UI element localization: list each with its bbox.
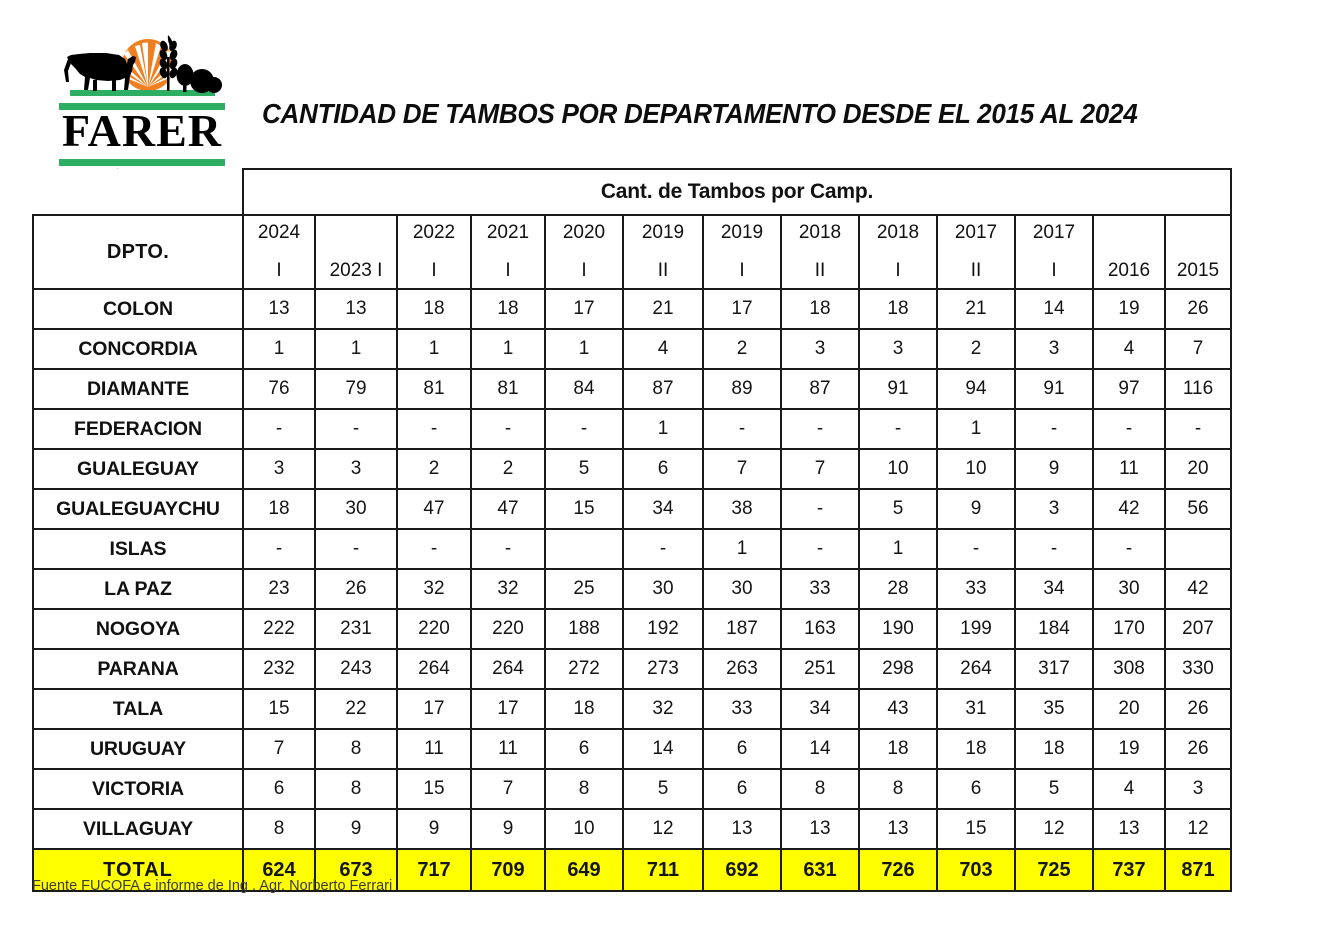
table-row (33, 609, 1231, 649)
cell: 17 (545, 289, 623, 329)
cell: 25 (545, 569, 623, 609)
cell: 13 (781, 809, 859, 849)
table-row (33, 689, 1231, 729)
cell: 8 (243, 809, 315, 849)
cell: 34 (1015, 569, 1093, 609)
cell: 18 (397, 289, 471, 329)
cell: 91 (1015, 369, 1093, 409)
cell: - (243, 409, 315, 449)
cell: 207 (1165, 609, 1231, 649)
cell: 19 (1093, 289, 1165, 329)
cell: 4 (1093, 769, 1165, 809)
cell: 15 (545, 489, 623, 529)
cell: 18 (937, 729, 1015, 769)
cell: 33 (781, 569, 859, 609)
cell: 7 (781, 449, 859, 489)
table-row (33, 409, 1231, 449)
cell: 11 (471, 729, 545, 769)
row-label-nogoya: NOGOYA (33, 609, 243, 649)
cell: 4 (623, 329, 703, 369)
cell: 30 (315, 489, 397, 529)
cell: 3 (781, 329, 859, 369)
cell: - (1165, 409, 1231, 449)
table-row (33, 489, 1231, 529)
cell: 1 (243, 329, 315, 369)
cell: 7 (471, 769, 545, 809)
cell: 81 (471, 369, 545, 409)
cell: 32 (397, 569, 471, 609)
source-note: Fuente FUCOFA e informe de Ing . Agr. Norberto Ferrari (32, 878, 393, 894)
cell: 2 (397, 449, 471, 489)
row-label-victoria: VICTORIA (33, 769, 243, 809)
cell: 3 (1015, 329, 1093, 369)
cell: 22 (315, 689, 397, 729)
column-header-period: II (970, 260, 982, 281)
column-header-year: 2021 (486, 222, 530, 243)
cell: - (471, 529, 545, 569)
cell: 17 (471, 689, 545, 729)
cell: 3 (243, 449, 315, 489)
cell: 18 (859, 729, 937, 769)
cell: 5 (1015, 769, 1093, 809)
cell: 199 (937, 609, 1015, 649)
cell: 17 (397, 689, 471, 729)
cell: 32 (623, 689, 703, 729)
cell: 2 (937, 329, 1015, 369)
cell: 3 (859, 329, 937, 369)
cell: 81 (397, 369, 471, 409)
page-header (0, 0, 1319, 170)
cell: 222 (243, 609, 315, 649)
cell: 18 (243, 489, 315, 529)
table-row (33, 809, 1231, 849)
column-header-year: 2017 (954, 222, 998, 243)
cell: 28 (859, 569, 937, 609)
total-cell: 871 (1165, 849, 1231, 891)
cell: 35 (1015, 689, 1093, 729)
cell: - (1093, 409, 1165, 449)
total-cell: 725 (1015, 849, 1093, 891)
cell: - (397, 529, 471, 569)
cell: 1 (545, 329, 623, 369)
tambos-table-container (32, 168, 1232, 892)
cell: 26 (1165, 729, 1231, 769)
cell (545, 529, 623, 569)
column-header-period: 2015 (1176, 260, 1220, 281)
cell: 34 (781, 689, 859, 729)
cell: 26 (315, 569, 397, 609)
logo-illustration (60, 28, 225, 106)
row-label-gualeguaychu: GUALEGUAYCHU (33, 489, 243, 529)
column-header-year: 2019 (720, 222, 764, 243)
row-label-colon: COLON (33, 289, 243, 329)
cell: 15 (937, 809, 1015, 849)
cell: 79 (315, 369, 397, 409)
cell: 12 (623, 809, 703, 849)
column-header-2017-II (937, 215, 1015, 289)
cell: 18 (545, 689, 623, 729)
table-row (33, 529, 1231, 569)
table-banner: Cant. de Tambos por Camp. (243, 169, 1231, 215)
cell: 31 (937, 689, 1015, 729)
cell: 13 (315, 289, 397, 329)
cell: 220 (471, 609, 545, 649)
cell: 32 (471, 569, 545, 609)
banner-spacer (33, 169, 243, 215)
cell: 17 (703, 289, 781, 329)
cell: - (781, 489, 859, 529)
page-title: CANTIDAD DE TAMBOS POR DEPARTAMENTO DESDE EL 2015 AL 2024 (262, 98, 1138, 129)
column-header-year: 2019 (641, 222, 685, 243)
column-header-year: 2017 (1032, 222, 1076, 243)
column-header-2022-I (397, 215, 471, 289)
cell: 9 (471, 809, 545, 849)
table-row (33, 329, 1231, 369)
cell: 42 (1165, 569, 1231, 609)
cell: 6 (545, 729, 623, 769)
corner-header-dpto: DPTO. (33, 215, 243, 289)
cell: 3 (1015, 489, 1093, 529)
column-header-period: I (505, 260, 511, 281)
cell: 11 (1093, 449, 1165, 489)
cell: 18 (859, 289, 937, 329)
cell: 272 (545, 649, 623, 689)
cell: 33 (937, 569, 1015, 609)
column-header-period: I (1051, 260, 1057, 281)
cell: 317 (1015, 649, 1093, 689)
cell: 76 (243, 369, 315, 409)
cell: 20 (1165, 449, 1231, 489)
cell: 9 (937, 489, 1015, 529)
cell: 6 (937, 769, 1015, 809)
cell: 89 (703, 369, 781, 409)
column-header-row (33, 215, 1231, 289)
cell: - (781, 409, 859, 449)
cell: 42 (1093, 489, 1165, 529)
total-cell: 673 (315, 849, 397, 891)
banner-row (33, 169, 1231, 215)
cell: 1 (471, 329, 545, 369)
cell: 4 (1093, 329, 1165, 369)
table-row (33, 569, 1231, 609)
cell: 20 (1093, 689, 1165, 729)
cell: 33 (703, 689, 781, 729)
cell: 14 (1015, 289, 1093, 329)
total-cell: 726 (859, 849, 937, 891)
cell: 7 (1165, 329, 1231, 369)
table-row (33, 649, 1231, 689)
cell: - (1015, 529, 1093, 569)
total-cell: 692 (703, 849, 781, 891)
cell: 264 (471, 649, 545, 689)
total-cell: 631 (781, 849, 859, 891)
cell: 2 (703, 329, 781, 369)
cell: 264 (397, 649, 471, 689)
column-header-period: I (895, 260, 901, 281)
cell: 30 (1093, 569, 1165, 609)
cell: 3 (315, 449, 397, 489)
cell: 21 (623, 289, 703, 329)
cell: 330 (1165, 649, 1231, 689)
cell: 5 (859, 489, 937, 529)
table-row (33, 369, 1231, 409)
column-header-period: 2016 (1107, 260, 1151, 281)
cell: 8 (859, 769, 937, 809)
cell: 13 (1093, 809, 1165, 849)
column-header-2021-I (471, 215, 545, 289)
cell: 18 (471, 289, 545, 329)
cell: 94 (937, 369, 1015, 409)
cell: 273 (623, 649, 703, 689)
cell: - (703, 409, 781, 449)
cell: 298 (859, 649, 937, 689)
cell: 12 (1015, 809, 1093, 849)
cell: 97 (1093, 369, 1165, 409)
cell: 38 (703, 489, 781, 529)
row-label-federacion: FEDERACION (33, 409, 243, 449)
cell: 15 (243, 689, 315, 729)
cell: 12 (1165, 809, 1231, 849)
column-header-period: I (739, 260, 745, 281)
row-label-tala: TALA (33, 689, 243, 729)
table-head (33, 169, 1231, 289)
cell: 14 (781, 729, 859, 769)
table-body (33, 289, 1231, 849)
cell: 232 (243, 649, 315, 689)
total-cell: 624 (243, 849, 315, 891)
grass-strip (70, 90, 215, 96)
total-label: TOTAL (33, 849, 243, 891)
cell: 47 (471, 489, 545, 529)
cell: 6 (703, 769, 781, 809)
table-row (33, 289, 1231, 329)
cell: 1 (937, 409, 1015, 449)
row-label-parana: PARANA (33, 649, 243, 689)
cell: 13 (243, 289, 315, 329)
cell: 1 (623, 409, 703, 449)
column-header-year: 2018 (798, 222, 842, 243)
cell: 19 (1093, 729, 1165, 769)
column-header-2024-I (243, 215, 315, 289)
cell: 9 (397, 809, 471, 849)
cell: - (243, 529, 315, 569)
column-header-2017-I (1015, 215, 1093, 289)
cell (1165, 529, 1231, 569)
cell: 231 (315, 609, 397, 649)
cell: 26 (1165, 289, 1231, 329)
column-header-period: II (814, 260, 826, 281)
total-cell: 711 (623, 849, 703, 891)
column-header-period: 2023 I (329, 260, 383, 281)
cell: 220 (397, 609, 471, 649)
cell: 192 (623, 609, 703, 649)
total-cell: 717 (397, 849, 471, 891)
column-header-period: I (581, 260, 587, 281)
cell: 87 (623, 369, 703, 409)
cell: 170 (1093, 609, 1165, 649)
cell: 26 (1165, 689, 1231, 729)
cell: 47 (397, 489, 471, 529)
column-header-2019-I (703, 215, 781, 289)
cell: 10 (545, 809, 623, 849)
cell: 8 (315, 769, 397, 809)
cell: 84 (545, 369, 623, 409)
cell: 34 (623, 489, 703, 529)
cell: 91 (859, 369, 937, 409)
cell: 5 (545, 449, 623, 489)
cell: 30 (703, 569, 781, 609)
cell: 9 (1015, 449, 1093, 489)
cell: - (623, 529, 703, 569)
cell: 7 (243, 729, 315, 769)
cell: 87 (781, 369, 859, 409)
cell: 23 (243, 569, 315, 609)
cell: 188 (545, 609, 623, 649)
cell: 251 (781, 649, 859, 689)
cell: 6 (623, 449, 703, 489)
cell: - (471, 409, 545, 449)
row-label-uruguay: URUGUAY (33, 729, 243, 769)
cell: 7 (703, 449, 781, 489)
column-header-2023-I (315, 215, 397, 289)
cell: 190 (859, 609, 937, 649)
cell: - (1015, 409, 1093, 449)
cell: 10 (937, 449, 1015, 489)
row-label-islas: ISLAS (33, 529, 243, 569)
column-header-2018-II (781, 215, 859, 289)
row-label-la-paz: LA PAZ (33, 569, 243, 609)
cell: 1 (315, 329, 397, 369)
cell: 184 (1015, 609, 1093, 649)
column-header-year: 2020 (562, 222, 606, 243)
cell: 11 (397, 729, 471, 769)
cell: 56 (1165, 489, 1231, 529)
cell: 14 (623, 729, 703, 769)
cell: 18 (1015, 729, 1093, 769)
cell: 8 (781, 769, 859, 809)
total-cell: 703 (937, 849, 1015, 891)
cell: 9 (315, 809, 397, 849)
row-label-gualeguay: GUALEGUAY (33, 449, 243, 489)
row-label-concordia: CONCORDIA (33, 329, 243, 369)
cell: 6 (703, 729, 781, 769)
total-cell: 649 (545, 849, 623, 891)
cell: 43 (859, 689, 937, 729)
cell: 18 (781, 289, 859, 329)
column-header-year: 2024 (257, 222, 301, 243)
cell: 8 (545, 769, 623, 809)
column-header-2015 (1165, 215, 1231, 289)
cell: 6 (243, 769, 315, 809)
cell: 13 (859, 809, 937, 849)
cell: 163 (781, 609, 859, 649)
cell: 187 (703, 609, 781, 649)
cell: 5 (623, 769, 703, 809)
column-header-period: II (657, 260, 669, 281)
cell: 308 (1093, 649, 1165, 689)
column-header-period: I (276, 260, 282, 281)
cell: - (1093, 529, 1165, 569)
cell: - (315, 409, 397, 449)
cell: - (397, 409, 471, 449)
cell: 264 (937, 649, 1015, 689)
cell: - (859, 409, 937, 449)
table-row (33, 449, 1231, 489)
cell: - (545, 409, 623, 449)
column-header-2020-I (545, 215, 623, 289)
logo-rule-bottom (59, 159, 225, 166)
cell: - (781, 529, 859, 569)
cell: 13 (703, 809, 781, 849)
total-cell: 737 (1093, 849, 1165, 891)
cell: 15 (397, 769, 471, 809)
row-label-diamante: DIAMANTE (33, 369, 243, 409)
logo-wordmark: FARER (61, 105, 223, 156)
cell: 263 (703, 649, 781, 689)
cell: 1 (859, 529, 937, 569)
cell: - (937, 529, 1015, 569)
column-header-2019-II (623, 215, 703, 289)
column-header-year: 2022 (412, 222, 456, 243)
cell: 243 (315, 649, 397, 689)
table-row (33, 729, 1231, 769)
cell: 3 (1165, 769, 1231, 809)
total-cell: 709 (471, 849, 545, 891)
cell: 21 (937, 289, 1015, 329)
column-header-2016 (1093, 215, 1165, 289)
cell: 1 (397, 329, 471, 369)
cell: 10 (859, 449, 937, 489)
cell: 8 (315, 729, 397, 769)
cell: - (315, 529, 397, 569)
column-header-period: I (431, 260, 437, 281)
column-header-year: 2018 (876, 222, 920, 243)
row-label-villaguay: VILLAGUAY (33, 809, 243, 849)
column-header-2018-I (859, 215, 937, 289)
cell: 116 (1165, 369, 1231, 409)
trees-icon (177, 64, 223, 93)
tambos-table (32, 168, 1232, 892)
cell: 30 (623, 569, 703, 609)
cell: 2 (471, 449, 545, 489)
cell: 1 (703, 529, 781, 569)
table-row (33, 769, 1231, 809)
